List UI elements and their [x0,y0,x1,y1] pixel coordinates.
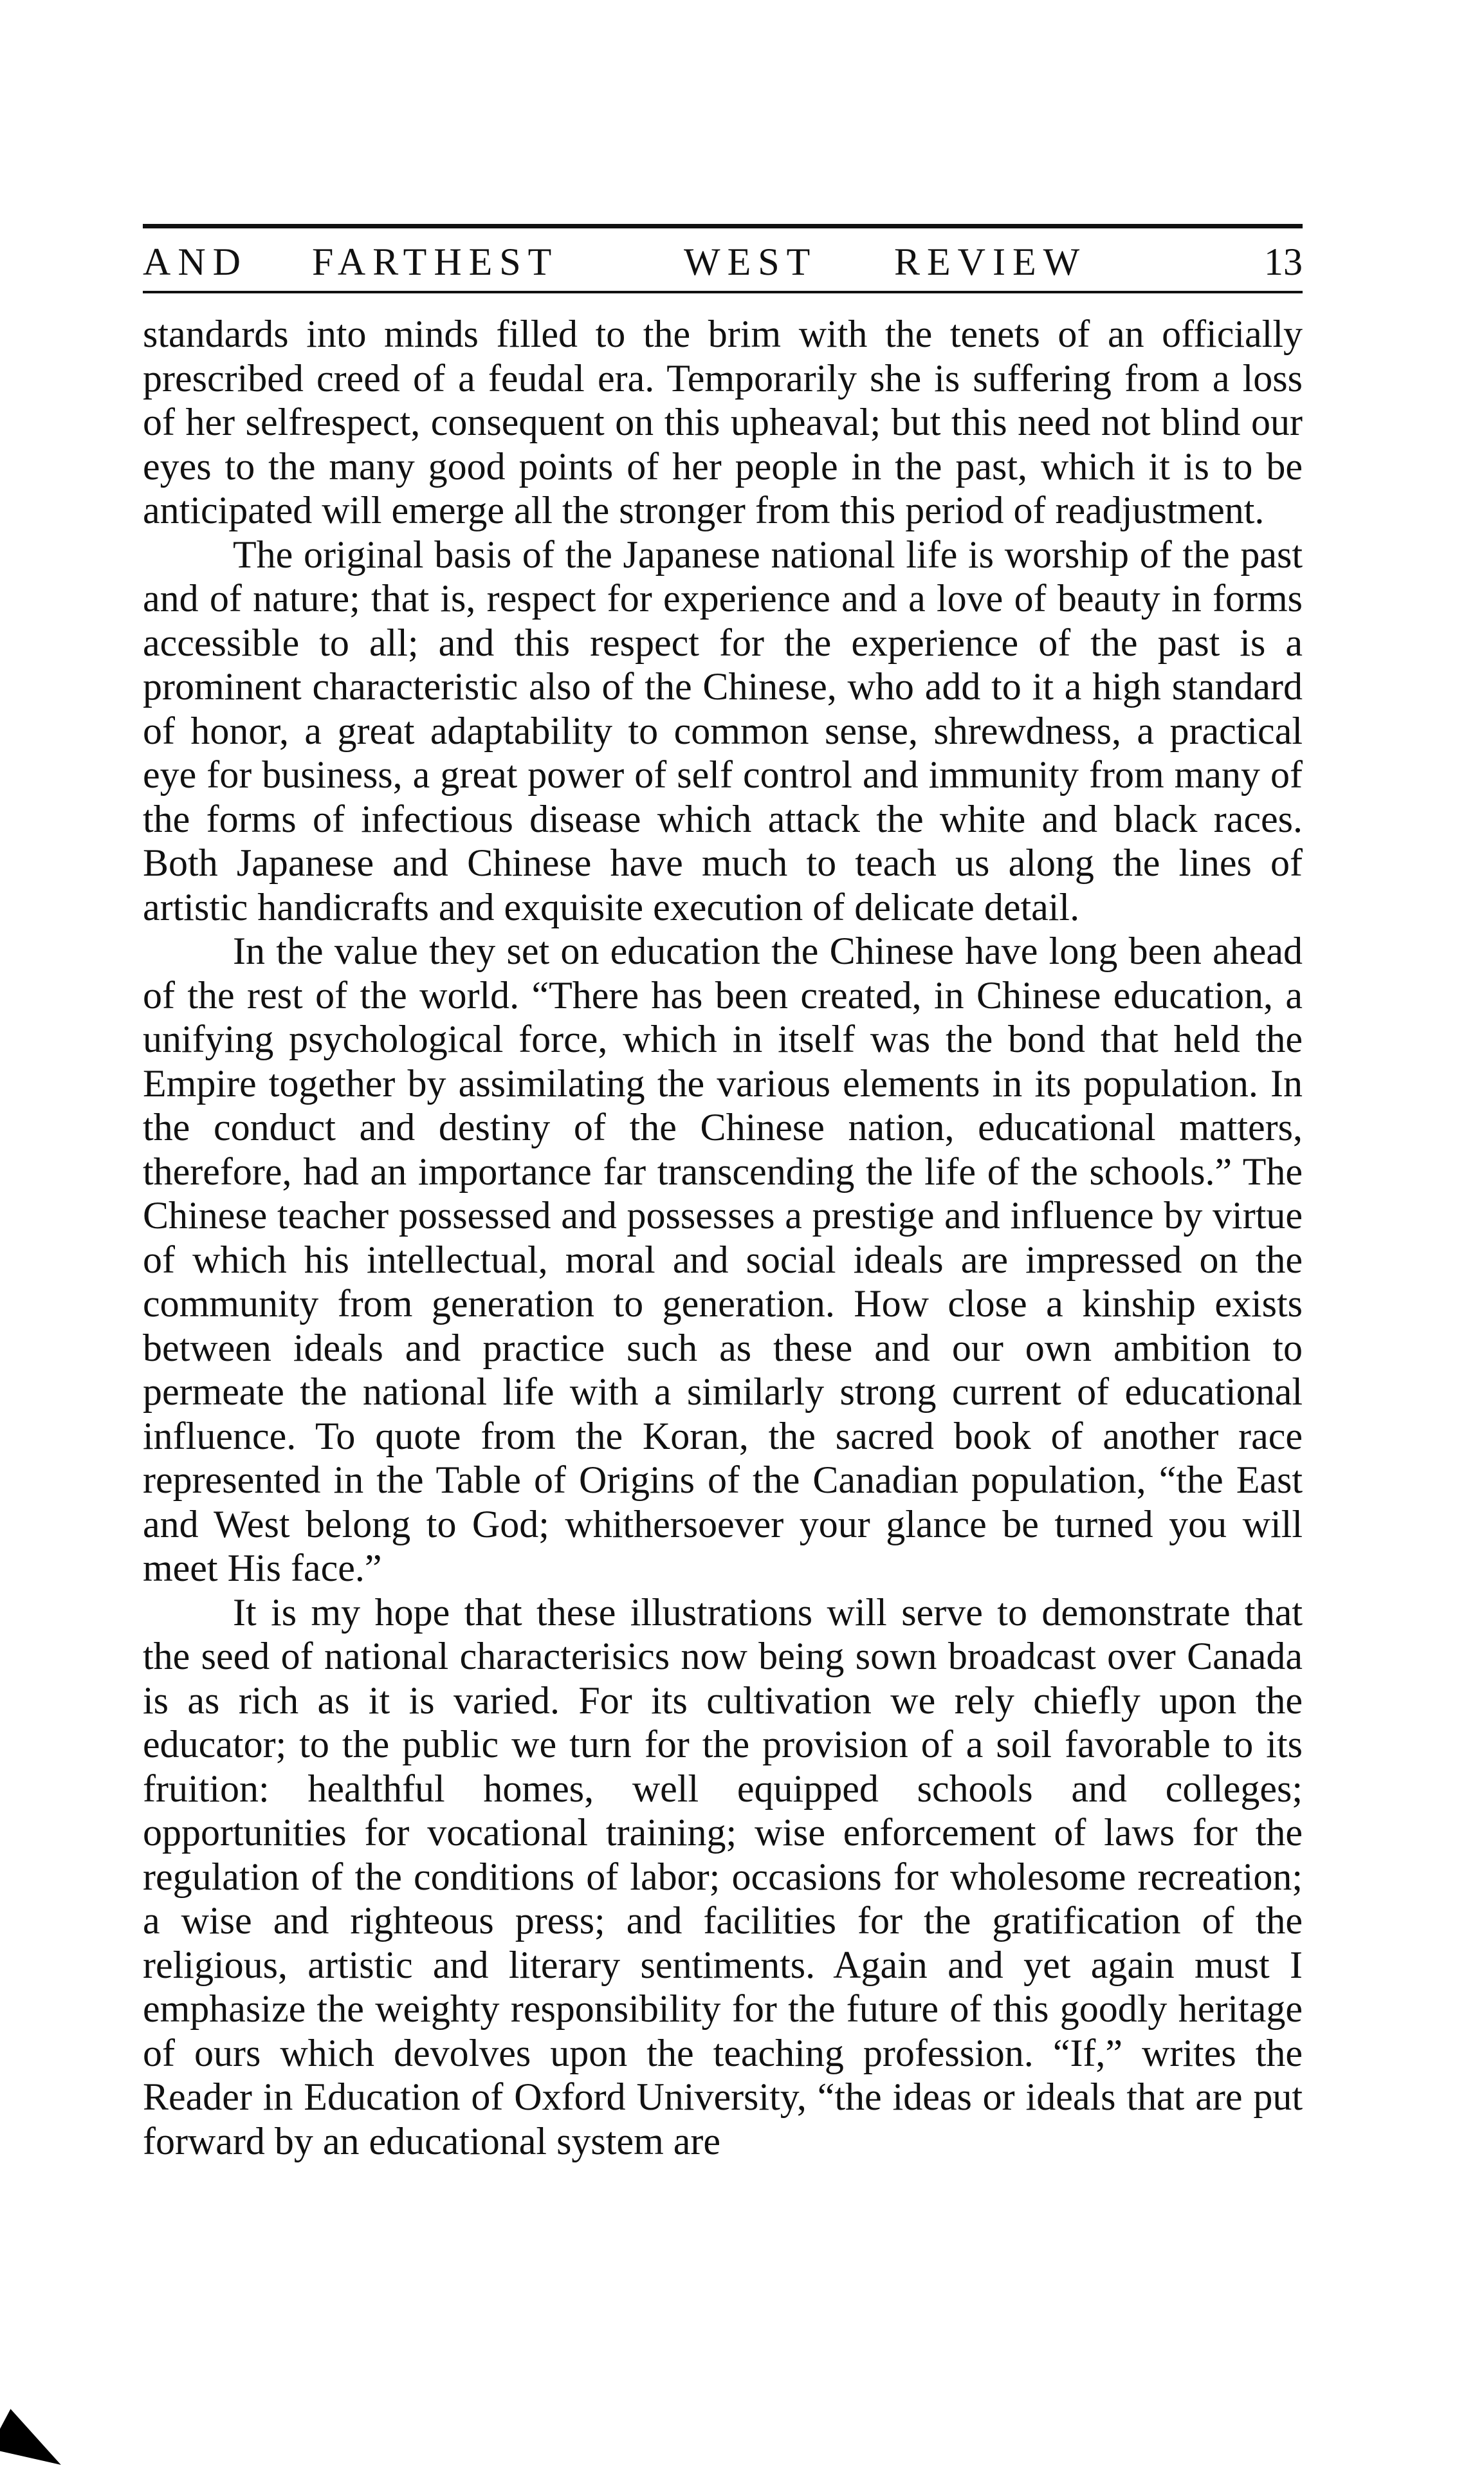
paragraph-national-characteristics: It is my hope that these illustrations will serve to demonstrate that the seed of national characterisics now being sown broadcast over Canada is as rich as it is varied. For its cultivation we rely chiefly upon the educator; to the public we turn for the provision of a soil favorable to its fruition: healthful homes, well equipped schools and colleges; opportunities for vocational training; wise enforcement of laws for the regulation of the conditions of labor; occasions for wholesome recreation; a wise and righteous press; and facilities for the gratification of the religious, artistic and literary sentiments. Again and yet again must I emphasize the weighty responsibility for the future of this goodly heritage of ours which devolves upon the teaching profession. “If,” writes the Reader in Education of Oxford University, “the ideas or ideals that are put forward by an educational system are [143,1590,1303,2162]
running-header [143,233,1303,291]
article-body [143,312,1303,2163]
paragraph-continued: standards into minds filled to the brim with the tenets of an officially prescribed creed of a feudal era. Temporarily she is suffering from a loss of her selfrespect, consequent on this upheaval; but this need not blind our eyes to the many good points of her people in the past, which it is to be anticipated will emerge all the stronger from this period of readjustment. [143,313,1303,531]
header-word-farthest: FARTHEST [312,240,559,283]
header-word-west: WEST [684,240,818,283]
paragraph-japanese-national-life: The original basis of the Japanese national life is worship of the past and of nature; that is, respect for experience and a love of beauty in forms accessible to all; and this respect for the experience of the past is a prominent characteristic also of the Chinese, who add to it a high standard of honor, a great adaptability to common sense, shrewdness, a practical eye for business, a great power of self control and immunity from many of the forms of infectious disease which attack the white and black races. Both Japanese and Chinese have much to teach us along the lines of artistic handicrafts and exquisite execution of delicate detail. [143,533,1303,928]
paragraph-chinese-education: In the value they set on education the Chinese have long been ahead of the rest of the world. “There has been created, in Chinese education, a unifying psychological force, which in itself was the bond that held the Empire together by assimilating the various elements in its population. In the conduct and destiny of the Chinese nation, educational matters, therefore, had an importance far transcending the life of the schools.” The Chinese teacher possessed and possesses a prestige and influence by virtue of which his intellectual, moral and social ideals are impressed on the community from generation to generation. How close a kinship exists between ideals and practice such as these and our own ambition to permeate the national life with a similarly strong current of educational influence. To quote from the Koran, the sacred book of another race represented in the Table of Origins of the Canadian population, “the East and West belong to God; whithersoever your glance be turned you will meet His face.” [143,930,1303,1589]
header-word-review: REVIEW [894,240,1087,283]
page-number: 13 [1264,240,1303,283]
header-word-and: AND [143,240,248,283]
header-rule-top [143,224,1303,228]
header-rule-bottom [143,291,1303,293]
scan-edge-mark [0,2409,73,2482]
